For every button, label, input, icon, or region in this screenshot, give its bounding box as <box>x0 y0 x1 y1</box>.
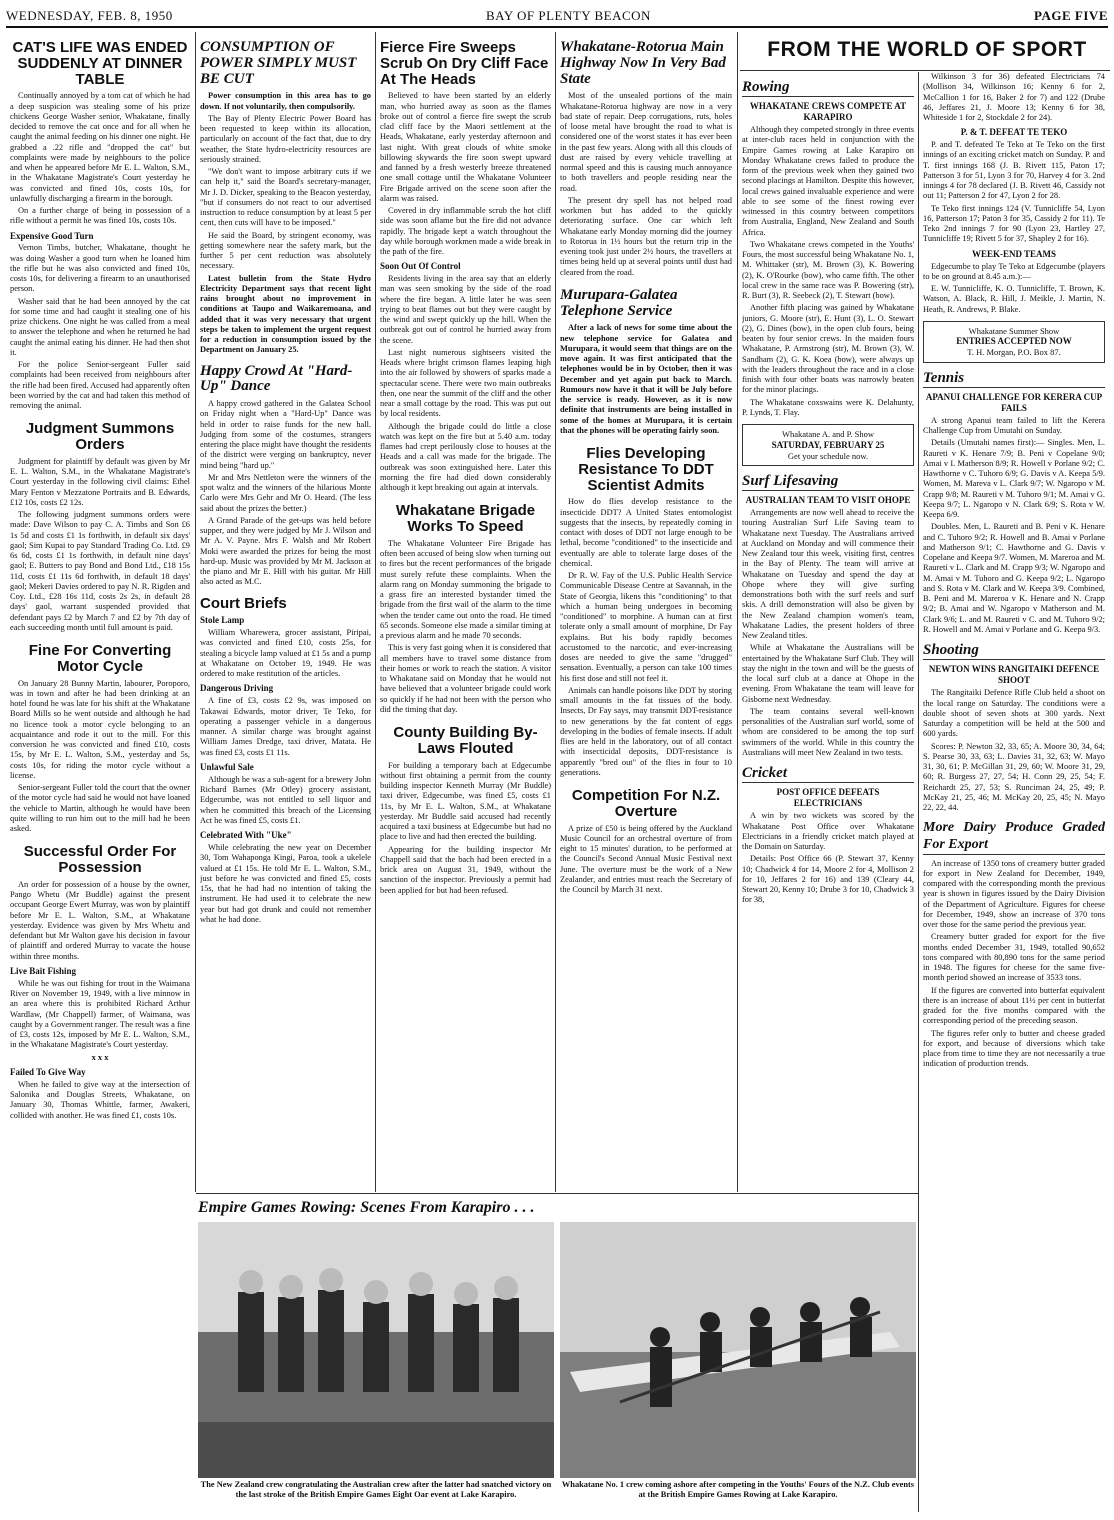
headline-court-briefs: Court Briefs <box>200 594 287 612</box>
lead-paragraph: Power consumption in this area has to go down. If not voluntarily, then compulsorily. <box>200 91 371 111</box>
paragraph: The Bay of Plenty Electric Power Board has been requested to keep within its allocation, particularly on account of the fact that, due to dry weather, the State hydro-electricity resources are seriously strained. <box>200 113 371 164</box>
paragraph: The Whakatane Volunteer Fire Brigade has often been accused of being slow when turning out to fires but the recent performances of the brigade must surely refute these complaints. When the alarm rang on Monday summoning the brigade to a grass fire an interested bystander timed the brigade from the first wail of the alarm to the time when the tender came out onto the road. He timed 65 seconds. Someone else made a similar timing at a previous alarm and he made 70 seconds. <box>380 538 551 641</box>
paragraph: Animals can handle poisons like DDT by storing small amounts in the fat tissues of the body. Insects, Dr Fay says, may transmit DDT-resistance to new generations by the fat content of eggs developing in the bodies of female insects. If adult flies are held in the laboratory, out of all contact with insecticidal deposits, DDT-resistance is apparently "bred out" of the flies in four to 10 generations. <box>560 685 732 777</box>
section-shooting: Shooting <box>923 641 1105 660</box>
paragraph: This is very fast going when it is considered that all members have to travel some distance from their homes or work to reach the station. A visitor to Whakatane said on Monday that he would not have believed that a volunteer brigade could work so quickly if he had not been with the person who did the timing that day. <box>380 643 551 714</box>
paragraph: Senior-sergeant Fuller told the court that the owner of the motor cycle had said he would not have loaned the vehicle to Martin, although he would have been quite willing to run him out to the mill had he been asked. <box>10 783 190 834</box>
paper-name: BAY OF PLENTY BEACON <box>486 8 651 23</box>
subheading: Soon Out Of Control <box>380 261 461 272</box>
paragraph: E. W. Tunnicliffe, K. O. Tunnicliffe, T. Brown, K. Watson, A. Black, R. Hill, J. Meikle, J. Martin, N. Heath, R. Andrews, P. Blake. <box>923 284 1105 314</box>
summer-show-entries: ENTRIES ACCEPTED NOW <box>956 336 1072 347</box>
paragraph: Continually annoyed by a tom cat of which he had a deep suspicion was stealing some of his prize chickens George Washer senior, Whakatane, finally decided to remove the cat once and for all when he caught the animal feeding on his dinner one night. He grabbed a .22 rifle and "dropped the cat" but complaints were made by neighbours to the police and when he appeared before Mr E. L. Walton, S.M., in the Whakatane Magistrate's Court yesterday he was convicted and fined 10s, costs 10s, for unlawfully discharging a firearm in the borough. <box>10 91 190 203</box>
paragraph: P. and T. defeated Te Teko at Te Teko on the first innings of an exciting cricket match on Sunday. P. and T. first innings 168 (J. B. Rivett 115, Paton 17; Patterson 3 for 51, Lyon 3 for 70, Harvey 4 for 3. 2nd innings 4 for 78 declared (J. B. Rivett 46, Cassidy not out 11; Patterson 2 for 47, Lyon 2 for 28. <box>923 140 1105 201</box>
subheading: APANUI CHALLENGE FOR KERERA CUP FAILS <box>925 391 1103 413</box>
paragraph: Last night numerous sightseers visited the Heads where bright crimson flames leaping high into the air followed by showers of sparks made a spectacular scene. There were two main outbreaks then, one near the summit of the cliff and the other near a small cottage by the road. This was put out by local residents. <box>380 347 551 419</box>
subheading: WHAKATANE CREWS COMPETE AT KARAPIRO <box>749 101 907 123</box>
paragraph: A fine of £3, costs £2 9s, was imposed on Takawai Edwards, motor driver, Te Teko, for operating a passenger vehicle in a dangerous manner. A similar charge was brought against William James Dredge, taxi driver, Matata. He was fined £3, costs £1 11s. <box>200 696 371 757</box>
headline-bylaws: County Building By-Laws Flouted <box>393 724 538 757</box>
separator: x x x <box>91 1052 109 1062</box>
sport-section-title: FROM THE WORLD OF SPORT <box>767 38 1087 61</box>
paragraph: While celebrating the new year on December 30, Tom Wahaponga Kingi, Paroa, took a ukelele valued at £1 15s. He told Mr E. L. Walton, S.M., just before he was convicted and fined £5, costs 15s, that he had had no intention of taking the instrument. He had used it to celebrate the new year but had got drunk and could not remember what he had done. <box>200 843 371 924</box>
column-sport-2 <box>923 72 1105 1514</box>
photo-whakatane-crew <box>560 1222 916 1478</box>
paragraph: "We don't want to impose arbitrary cuts if we can help it," said the Board's secretary-manager, Mr J. D. Dicker, speaking to the Beacon yesterday, "but if consumers do not react to our advertised instruction to reduce consumption by at least 5 per cent, then cuts will have to be imposed." <box>200 167 371 228</box>
paragraph: Appearing for the building inspector Mr Chappell said that the bach had been erected in a brick area on August 31, 1949, without the sanction of the inspector. Previously a permit had been applied for but had been refused. <box>380 844 551 895</box>
paragraph: A Grand Parade of the get-ups was held before supper, and they were judged by Mr J. Wilson and Mr A. V. Payne. Mrs F. Walsh and Mr Robert Moki were awarded the prizes for being the most hard-up. Music was provided by Mr M. Jackson at the piano and Mr E. Hill with his guitar. Mr Hill also acted as M.C. <box>200 515 371 587</box>
paragraph: If the figures are converted into butterfat equivalent there is an increase of about 11½ per cent in butterfat graded for the five months compared with the corresponding period of the preceding season. <box>923 985 1105 1026</box>
headline-fire: Fierce Fire Sweeps Scrub On Dry Cliff Face At The Heads <box>380 39 549 88</box>
paragraph: Te Teko first innings 124 (V. Tunnicliffe 54, Lyon 16, Patterson 17; Paton 3 for 35, Cassidy 2 for 11). Te Teko 2nd innings 7 for 90 (Lyon 23, Hartley 27, Tunnicliffe 19; Rivett 5 for 37, Shapley 2 for 16). <box>923 203 1105 244</box>
paragraph: Doubles. Men, L. Raureti and B. Peni v K. Henare and C. Tuhoro 9/2; R. Howell and B. Amai v Porlane and Matherson 9/1; C. Hawthorne and G. Davis v Copelane and Keepa 9/7. Women, M. Mareroa and M. Raureti v L. Clark and M. Crapp 9/3; W. Ngaropo and M. Amai v M. Tuhoro and G. Keepa 9/2; L. Ngaropo and S. Rota v M. Clark and W. Keepa 3/9. Combined, B. Peni and M. Mareroa v K. Henare and N. Crapp 9/2; B. Amai and W. Ngaropo v Matherson and M. Clark 9/6; L. and M. Raureti v C. and M. Tuhoro 9/2; R. Howell and M. Amai v Porlane and G. Keepa 9/3. <box>923 522 1105 634</box>
headline-cat: CAT'S LIFE WAS ENDED SUDDENLY AT DINNER TABLE <box>12 39 188 88</box>
column-rule <box>195 32 196 1192</box>
paragraph: Details (Umutahi names first):— Singles. Men, L. Raureti v K. Henare 7/9; B. Peni v Copelane 9/0; Amai v I. Matherson 8/9; R. Howell v Porlane 9/2; C. Hawthorne v C. Tuhoro 6/9; G. Davis v A. Keepa 5/9. Women, M. Mareva v L. Clark 9/7; W. Ngaropo v M. Crapp 9/8; M. Raureti v M. Tuhoro 9/1; M. Amai v G. Keepa 9/7; L. Ngaropo v N. Clark 6/9; S. Rota v W. Keepa 6/9. <box>923 438 1105 520</box>
paragraph: Another fifth placing was gained by Whakatane juniors, G. Moore (str), E. Hunt (3), L. O. Stewart (2), G. Dines (bow), in the open club fours, being beaten by four senior crews. In the maiden fours Whakatane, P. Armstrong (str), M. Brown (3), W. Sandham (2), G. K. Koea (bow), were always up with the leaders throughout the race and in a close finish with four other boats was narrowly beaten for the minor placings. <box>742 303 914 395</box>
subheading: AUSTRALIAN TEAM TO VISIT OHOPE <box>745 495 911 506</box>
section-rowing: Rowing <box>742 78 914 97</box>
paragraph: While at Whakatane the Australians will be entertained by the Whakatane Surf Club. They will stay the night in the town and will be the guests of the local surf club at a dance at Ohope in the evening. From Whakatane the team will leave for Gisborne next Wednesday. <box>742 643 914 704</box>
headline-highway: Whakatane-Rotorua Main Highway Now In Very Bad State <box>560 39 726 87</box>
photo-crews <box>198 1222 554 1478</box>
summer-show-advert <box>923 321 1105 363</box>
subheading: Unlawful Sale <box>200 761 254 772</box>
paragraph: Wilkinson 3 for 36) defeated Electricians 74 (Mollison 34, Wilkinson 16; Kenny 6 for 2, McCallion 1 for 16, Baker 2 for 7) and 122 (Drube 46, Jeffares 21, J. Moore 13; Kenny 6 for 38, Whiteside 1 for 2, Stockdale 2 for 24). <box>923 72 1105 122</box>
sport-title-rule <box>740 70 1110 71</box>
summer-show-title: Whakatane Summer Show <box>968 325 1060 336</box>
subheading: Dangerous Driving <box>200 683 274 694</box>
paragraph: Believed to have been started by an elderly man, who hurried away as soon as the flames broke out of control a fierce fire swept the scrub clad cliff face by the Maori settlement at the Heads, Whakatane, early yesterday afternoon and last night. With great clouds of white smoke billowing skywards the fire soon swept upward and fanned by a fresh westerly breeze threatened one small cottage until the Whakatane Volunteer Fire Brigade arrived on the scene soon after the alarm was raised. <box>380 91 551 203</box>
paragraph: Most of the unsealed portions of the main Whakatane-Rotorua highway are now in a very bad state of repair. Deep corrugations, ruts, holes of loose metal have brought the road to what is considered one of the worst states it has ever been in the past few years. Along with all this clouds of dust are raised by every vehicle travelling at normal speed and this is causing much annoyance to both travellers and people residing near the road. <box>560 91 732 193</box>
subheading: Failed To Give Way <box>10 1066 86 1077</box>
headline-ddt: Flies Developing Resistance To DDT Scientist Admits <box>578 445 714 494</box>
section-dairy: More Dairy Produce Graded For Export <box>923 819 1105 854</box>
paragraph: A win by two wickets was scored by the Whakatane Post Office over Whakatane Electricians in a friendly cricket match played at the Domain on Saturday. <box>742 811 914 852</box>
paragraph: While he was out fishing for trout in the Waimana River on November 19, 1949, with a live minnow in an area where this is prohibited Richard Arthur Wardlaw, (Mr Chappell) farmer, of Waimana, was caught by a Government ranger. The result was a fine of £3, costs 12s, imposed by Mr E. L. Walton, S.M., in the Whakatane Magistrate's Court yesterday. <box>10 978 190 1050</box>
paragraph: On January 28 Bunny Martin, labourer, Poroporo, was in town and after he had been drinking at an hotel found he was late for his shift at the Whakatane Board Mills so he went outside and although he had no licence took a motor cycle belonging to an acquaintance and rode it out to the mill. For this conversion he was convicted and fined £10, costs 15s, by Mr E. L. Walton, S.M., yesterday and 5s, costs 10s, for riding the motor cycle without a license. <box>10 678 190 780</box>
paragraph: Vernon Timbs, butcher, Whakatane, thought he was doing Washer a good turn when he loaned him the rifle but he was also convicted and fined 10s, costs 10s, for delivering a firearm to an unauthorised person. <box>10 243 190 294</box>
page-number: PAGE FIVE <box>1034 8 1108 23</box>
headline-motor-cycle: Fine For Converting Motor Cycle <box>28 642 172 675</box>
section-surf: Surf Lifesaving <box>742 472 914 491</box>
paragraph: For building a temporary bach at Edgecumbe without first obtaining a permit from the county building inspector Kenneth Murray (Mr Buddle) taxi driver, Edgecumbe, was fined £5, costs £1 11s, by Mr E. L. Walton, S.M., at Whakatane yesterday. Mr Buddle said accused had recently acquired a taxi business at Edgecumbe but had no place to live and had then erected the building. <box>380 760 551 842</box>
headline-overture: Competition For N.Z. Overture <box>571 787 721 820</box>
paragraph: Covered in dry inflammable scrub the hot cliff side was soon aflame but the fire did not advance rapidly. The brigade kept a watch throughout the day while borough workmen made a wide break in the path of the fire. <box>380 206 551 256</box>
paragraph: William Wharewera, grocer assistant, Piripai, was convicted and fined £10, costs 25s, for stealing a bicycle lamp valued at £1 5s and a pump at Whakatane on October 19, 1949. He was ordered to make restitution of the articles. <box>200 628 371 679</box>
paragraph: Scores: P. Newton 32, 33, 65; A. Moore 30, 34, 64; S. Pearse 30, 33, 63; L. Davies 31, 32, 63; W. Mayo 31, 30, 61; P. McGillan 31, 29, 60; W. Moore 31, 29, 60; R. Burgess 27, 27, 54; H. Conn 29, 25, 54; F. Reichardt 25, 27, 53; S. Runciman 24, 25, 49; P. McKay 21, 25, 46; M. McKay 20, 25, 45; N. Mayo 22, 22, 44. <box>923 741 1105 813</box>
paragraph: Residents living in the area say that an elderly man was seen smoking by the side of the road where the fire began. A little later he was seen trying to beat flames out but they were caught by the wind and swept quickly up the hill. When the outbreak got out of control he hurried away from the scene. <box>380 274 551 345</box>
paragraph: Although the brigade could do little a close watch was kept on the fire but at 5.40 a.m. today flames had crept perilously close to houses at the Heads and a call was made for the brigade. The outbreak was soon extinguished here. Later this morning the fire had died down considerably although it kept breaking out again at intervals. <box>380 421 551 493</box>
headline-possession: Successful Order For Possession <box>23 843 177 877</box>
paragraph: Although he was a sub-agent for a brewery John Richard Barnes (Mr Otley) grocery assistant, Edgecumbe, was not entitled to sell liquor and when he committed this breach of the Licensing Act he was fined £5, costs £1. <box>200 774 371 825</box>
subheading: Live Bait Fishing <box>10 965 77 976</box>
paragraph: Although they competed strongly in three events at inter-club races held in conjunction with the Empire Games rowing at Lake Karapiro on Monday Whakatane crews failed to produce the form of the previous week when they gained two second placings at Hamilton. Despite this however, local crews gained invaluable experience and were able to see some of the finest rowing ever witnessed in this country between competitors from Australia, England, New Zealand and South Africa. <box>742 125 914 237</box>
paragraph: The figures refer only to butter and cheese graded for export, and because of diversions which take place from time to time they are not necessarily a true indication of production trends. <box>923 1028 1105 1069</box>
paragraph: The Whakatane coxswains were K. Delahunty, P. Lynds, T. Flay. <box>742 397 914 417</box>
headline-telephone: Murupara-Galatea Telephone Service <box>560 286 678 319</box>
subheading: Stole Lamp <box>200 615 245 626</box>
column-rule <box>737 32 738 1192</box>
bold-paragraph: After a lack of news for some time about the new telephone service for Galatea and Murupara, it would seem that things are on the move again. It was first anticipated that the telephones would be in by October, then it was December and yet again put back to March. Rumours now have it that it will be July before the service is ready. However, as it is now definite that instruments are being installed in some of the homes at Murupara, it is certain that the phones will be operating fairly soon. <box>560 323 732 435</box>
section-cricket: Cricket <box>742 764 914 783</box>
column-rule <box>555 32 556 1192</box>
column-2 <box>200 38 371 1188</box>
photo-caption-2: Whakatane No. 1 crew coming ashore after competing in the Youths' Fours of the N.Z. Club events at the British Empire Games Rowing at Lake Karapiro. <box>561 1480 915 1500</box>
paragraph: A happy crowd gathered in the Galatea School on Friday night when a "Hard-Up" Dance was held in order to raise funds for the new hall. Judging from some of the costumes, strangers entering the place might have thought the residents of the district were verging on bankruptcy, never mind being "hard up." <box>200 399 371 470</box>
subheading: Celebrated With "Uke" <box>200 830 292 841</box>
paragraph: Washer said that he had been annoyed by the cat for some time and had caught it stealing one of his prize chickens. One night he was called from a meal to answer the telephone and when he returned he had caught the animal eating his dinner. He had then shot it. <box>10 296 190 357</box>
photo-banner: Empire Games Rowing: Scenes From Karapiro . . . <box>198 1199 535 1216</box>
paragraph: The following judgment summons orders were made: Dave Wilson to pay C. A. Timbs and Son £6 1s 5d and costs £1 1s forthwith, in default six days' gaol; Sim Kupai to pay Standard Trading Co. Ltd. £9 6s 6d, costs £1 1s forthwith, in default nine days' gaol; E. Butters to pay Bond and Bond Ltd., £18 15s 11d, costs £1 11s 6d forthwith, in default 18 days' gaol; Mekeri Davies ordered to pay N. R. Rigden and Coy. Ltd., £28 16s 11d, costs 2s 2s, in default 28 days' gaol, warrant suspended provided that defendant pays £2 by March 7 and £2 by 7th day of each succeeding month until full amount is paid. <box>10 510 190 632</box>
paragraph: On a further charge of being in possession of a rifle without a permit he was fined 10s, costs 10s. <box>10 206 190 226</box>
column-rule <box>918 72 919 1512</box>
subheading: POST OFFICE DEFEATS ELECTRICIANS <box>776 787 880 809</box>
column-1 <box>10 38 190 1518</box>
paragraph: He said the Board, by stringent economy, was getting somewhere near the safety mark, but the further 5 per cent reduction was absolutely necessary. <box>200 230 371 271</box>
headline-power: CONSUMPTION OF POWER SIMPLY MUST BE CUT <box>200 39 357 87</box>
paragraph: A strong Apanui team failed to lift the Kerera Challenge Cup from Umutahi on Sunday. <box>923 415 1105 436</box>
paragraph: Details: Post Office 66 (P. Stewart 37, Kenny 10; Chadwick 4 for 14, Moore 2 for 4, Mollison 2 for 10, Jeffares 2 for 16) and 139 (Cleary 44, Stewart 20, Kenny 10; Drube 3 for 10, Chadwick 3 for 38, <box>742 854 914 905</box>
column-4 <box>560 38 732 1188</box>
show-subtitle: Get your schedule now. <box>787 450 869 461</box>
bulletin-paragraph: Latest bulletin from the State Hydro Electricity Department says that recent light rains brought about no improvement in conditions at Taupo and Waikaremoana, and added that it was very necessary that urgent steps be taken to implement the urgent request for a reduction in consumption issued by the Department on January 25. <box>200 273 371 355</box>
rowers-photo-illustration <box>198 1222 554 1478</box>
show-advert <box>742 424 914 466</box>
paragraph: Edgecumbe to play Te Teko at Edgecumbe (players to be on ground at 8.45 a.m.):— <box>923 261 1105 281</box>
paragraph: Dr R. W. Fay of the U.S. Public Health Service Communicable Disease Centre at Savannah, in the State of Georgia, likens this "conditioning" to that which a human being undergoes in becoming "conditioned" to morphine. A human can at first tolerate only a small amount of morphine, Dr Fay explains. But his body rapidly becomes accustomed to the narcotic, and ever-increasing doses are needed to give the same "drugged" sensation. Eventually, a person can take 100 times his first dose and still not feel it. <box>560 571 732 683</box>
paragraph: Arrangements are now well ahead to receive the touring Australian Surf Life Saving team to Whakatane next Tuesday. The Australians arrived at Auckland on Monday and will commence their New Zealand tour this week, visiting first, centres in the Bay of Plenty. The team will arrive at Whakatane on Tuesday and spend the day at Ohope where they will give surfing demonstrations both with the surf reels and surf skis. A drill demonstration will also be given by the New Zealand champion women's team, Whakatane Ladies, the present holders of three New Zealand titles. <box>742 508 914 641</box>
subheading: WEEK-END TEAMS <box>971 248 1057 259</box>
show-title: Whakatane A. and P. Show <box>781 429 875 440</box>
paragraph: When he failed to give way at the intersection of Salonika and Douglas Streets, Whakatane, on January 30, Thomas Whittle, farmer, Awakeri, collided with another. He was fined £1, costs 10s. <box>10 1079 190 1120</box>
headline-judgment: Judgment Summons Orders <box>25 420 175 454</box>
paragraph: A prize of £50 is being offered by the Auckland Music Council for an orchestral overture of from eight to 15 minutes' duration, to be performed at the Council's Second Annual Music Festival next June. The overture must be the work of a New Zealander, and entries must reach the Secretary of the Council by March 31 next. <box>560 823 732 894</box>
column-3 <box>380 38 551 1188</box>
show-date: SATURDAY, FEBRUARY 25 <box>771 439 885 450</box>
paragraph: Judgment for plaintiff by default was given by Mr E. L. Walton, S.M., in the Whakatane Magistrate's Court yesterday in the following civil claims: Ethel Mary Fenton v Mezzatone Portraits and B. Edwards, £12 10s, costs £2 12s. <box>10 456 190 507</box>
paragraph: Mr and Mrs Nettleton were the winners of the spot waltz and the winners of the hilarious Monte Carlo were Mrs Gehr and Mr O. Heard. (The less said about the prizes the better.) <box>200 472 371 513</box>
issue-date: WEDNESDAY, FEB. 8, 1950 <box>6 8 173 23</box>
paragraph: The present dry spell has not helped road workmen but has added to the quickly deteriorating surface. One car which left Whakatane early Monday morning did the journey to Rotorua in 1½ hours but the return trip in the evening took just under 2½ hours, the travellers at times being held up at several points until dust had cleared from the road. <box>560 195 732 277</box>
paragraph: Two Whakatane crews competed in the Youths' Fours, the most successful being Whakatane No. 1, M. Whittaker (str), M. Brown (3), K. Bowering (2), K. O'Rourke (bow), who came fifth. The other local crew in the same race was P. Bowering (str), R. Burt (3), R. Seebeck (2), T. Stewart (bow). <box>742 239 914 301</box>
subheading: Expensive Good Turn <box>10 230 94 241</box>
paragraph: The team contains several well-known personalities of the Australian surf world, some of whom are considered to be among the top surf swimmers of the world. While in this country the Australians will meet New Zealand in two tests. <box>742 706 914 757</box>
paragraph: An order for possession of a house by the owner, Pango Whetu (Mr Buddle) against the present occupant George Ewert Murray, was won by plaintiff before Mr E. L. Walton, S.M., at Whakatane yesterday. Evidence was given by Mrs Whetu and defendant but Mr Walton gave his decision in favour of plaintiff and ordered Murray to vacate the house within three months. <box>10 879 190 961</box>
subheading: NEWTON WINS RANGITAIKI DEFENCE SHOOT <box>928 664 1100 686</box>
paragraph: Creamery butter graded for export for the five months ended December 31, 1949, totalled 90,652 tons compared with 80,890 tons for the same period in 1948. The figures for cheese for the same five-month period showed an increase of 3533 tons. <box>923 932 1105 983</box>
masthead <box>6 6 1108 28</box>
boat-photo-illustration <box>560 1222 916 1478</box>
paragraph: An increase of 1350 tons of creamery butter graded for export in New Zealand for December, 1949, compared with the corresponding month the previous year is shown in figures issued by the Dairy Division of the Department of Agriculture. Figures for cheese for December, 1949, show an increase of 370 tons over those for the same period the previous year. <box>923 858 1105 929</box>
headline-brigade: Whakatane Brigade Works To Speed <box>395 502 536 536</box>
paragraph: For the police Senior-sergeant Fuller said complaints had been received from neighbours after the rifle had been fired. Accused had apparently often been worried by the cat and had taken this method of removing the animal. <box>10 360 190 411</box>
subheading: P. & T. DEFEAT TE TEKO <box>960 127 1068 138</box>
section-tennis: Tennis <box>923 369 1105 388</box>
column-rule <box>375 32 376 1192</box>
headline-dance: Happy Crowd At "Hard-Up" Dance <box>200 362 353 395</box>
summer-show-contact: T. H. Morgan, P.O. Box 87. <box>967 347 1061 358</box>
paragraph: The Rangitaiki Defence Rifle Club held a shoot on the local range on Saturday. The conditions were a double shoot of seven shots at 300 yards. Next Saturday a competition will be held at the 500 and 600 yards. <box>923 688 1105 739</box>
paragraph: How do flies develop resistance to the insecticide DDT? A United States entomologist suggests that the insects, by repeatedly coming in contact with doses of DDT not large enough to be lethal, become "conditioned" to the insecticide and eventually are able to tolerate large doses of the chemical. <box>560 497 732 568</box>
photo-caption-1: The New Zealand crew congratulating the Australian crew after the latter had snatched victory on the last stroke of the British Empire Games Eight Oar event at Lake Karapiro. <box>200 1480 552 1500</box>
